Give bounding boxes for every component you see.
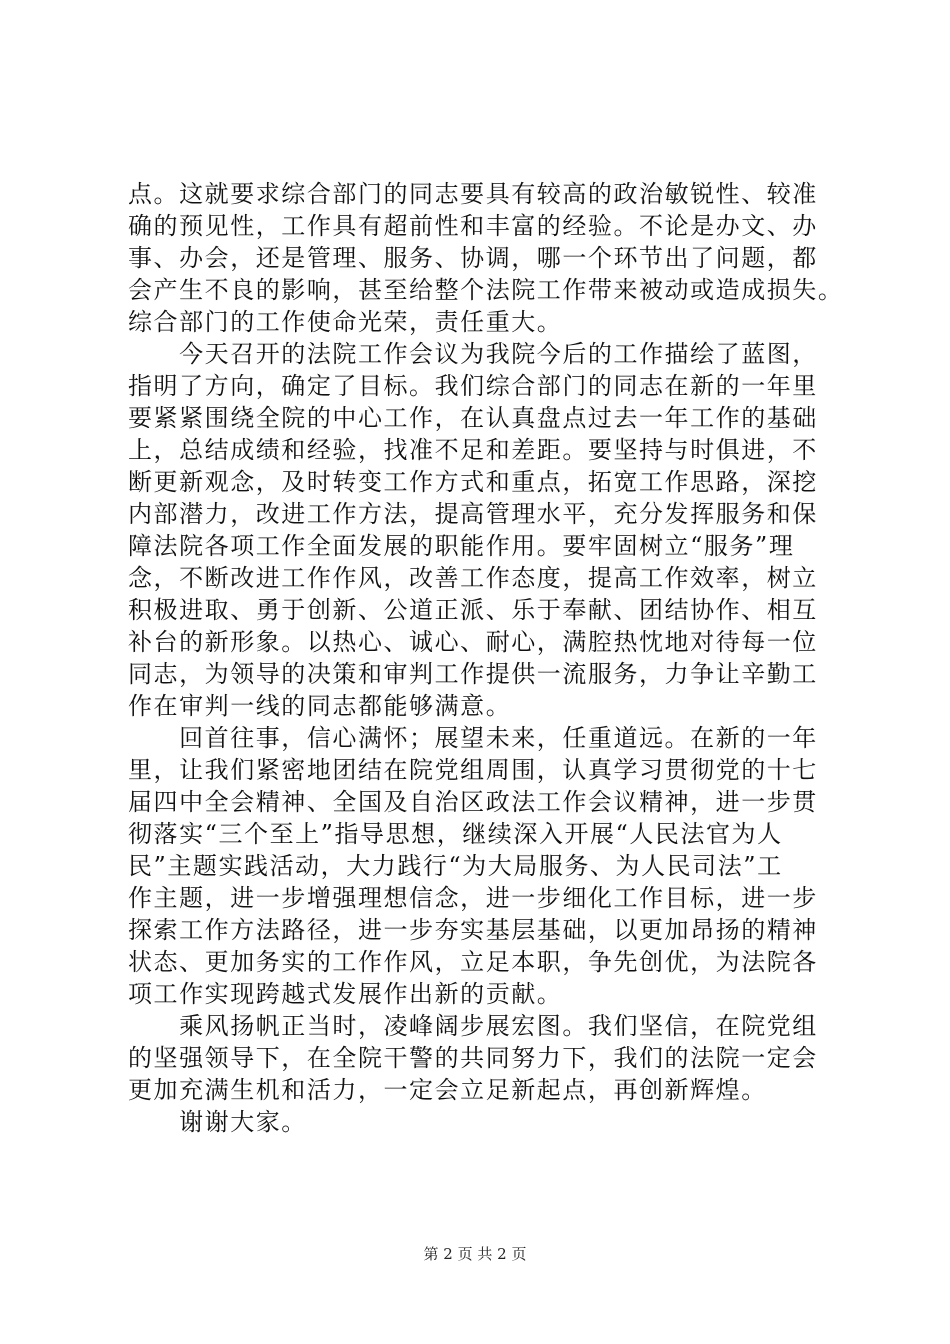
text-line: 作在审判一线的同志都能够满意。 <box>128 692 512 720</box>
text-line: 障法院各项工作全面发展的职能作用。要牢固树立“服务”理 <box>128 532 795 560</box>
text-line: 事、办会，还是管理、服务、协调，哪一个环节出了问题，都 <box>128 244 818 272</box>
text-line: 的坚强领导下，在全院干警的共同努力下，我们的法院一定会 <box>128 1044 818 1072</box>
text-line: 积极进取、勇于创新、公道正派、乐于奉献、团结协作、相互 <box>128 596 818 624</box>
text-line: 状态、更加务实的工作作风，立足本职，争先创优，为法院各 <box>128 948 818 976</box>
text-line: 届四中全会精神、全国及自治区政法工作会议精神，进一步贯 <box>128 788 818 816</box>
document-body <box>128 178 844 1138</box>
text-line: 回首往事，信心满怀；展望未来，任重道远。在新的一年 <box>128 724 818 752</box>
text-line: 点。这就要求综合部门的同志要具有较高的政治敏锐性、较准 <box>128 180 818 208</box>
text-line: 内部潜力，改进工作方法，提高管理水平，充分发挥服务和保 <box>128 500 818 528</box>
text-line: 更加充满生机和活力，一定会立足新起点，再创新辉煌。 <box>128 1076 767 1104</box>
text-line: 今天召开的法院工作会议为我院今后的工作描绘了蓝图， <box>128 340 818 368</box>
text-line: 指明了方向，确定了目标。我们综合部门的同志在新的一年里 <box>128 372 818 400</box>
text-line: 彻落实“三个至上”指导思想，继续深入开展“人民法官为人 <box>128 820 783 848</box>
text-line: 同志，为领导的决策和审判工作提供一流服务，力争让辛勤工 <box>128 660 818 688</box>
text-line: 综合部门的工作使命光荣，责任重大。 <box>128 308 563 336</box>
text-line: 乘风扬帆正当时，凌峰阔步展宏图。我们坚信，在院党组 <box>128 1012 818 1040</box>
page-number-footer: 第 2 页 共 2 页 <box>423 1245 527 1263</box>
text-line: 要紧紧围绕全院的中心工作，在认真盘点过去一年工作的基础 <box>128 404 818 432</box>
text-line: 上，总结成绩和经验，找准不足和差距。要坚持与时俱进，不 <box>128 436 818 464</box>
text-line: 谢谢大家。 <box>128 1108 307 1136</box>
text-line: 念，不断改进工作作风，改善工作态度，提高工作效率，树立 <box>128 564 818 592</box>
text-line: 断更新观念，及时转变工作方式和重点，拓宽工作思路，深挖 <box>128 468 818 496</box>
text-line: 确的预见性，工作具有超前性和丰富的经验。不论是办文、办 <box>128 212 818 240</box>
text-line: 民”主题实践活动，大力践行“为大局服务、为人民司法”工 <box>128 852 783 880</box>
text-line: 探索工作方法路径，进一步夯实基层基础，以更加昂扬的精神 <box>128 916 818 944</box>
text-line: 作主题，进一步增强理想信念，进一步细化工作目标，进一步 <box>128 884 818 912</box>
text-line: 里，让我们紧密地团结在院党组周围，认真学习贯彻党的十七 <box>128 756 818 784</box>
text-line: 项工作实现跨越式发展作出新的贡献。 <box>128 980 563 1008</box>
text-line: 会产生不良的影响，甚至给整个法院工作带来被动或造成损失。 <box>128 276 844 304</box>
text-line: 补台的新形象。以热心、诚心、耐心，满腔热忱地对待每一位 <box>128 628 818 656</box>
